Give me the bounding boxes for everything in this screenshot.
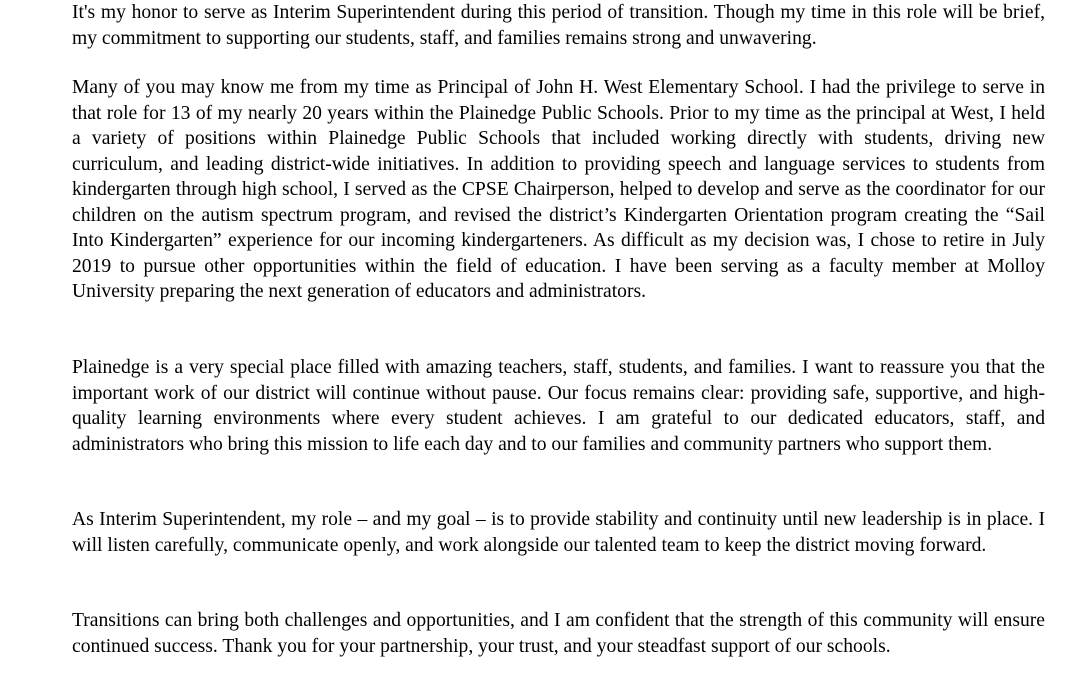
paragraph-role: As Interim Superintendent, my role – and my goal – is to provide stability and continuity until new leadership is in place. I will listen carefully, communicate openly, and work alongside our talented team to keep the district moving forward.: [72, 509, 1045, 556]
paragraph-background: Many of you may know me from my time as Principal of John H. West Elementary School. I had the privilege to serve in that role for 13 of my nearly 20 years within the Plainedge Public Schools. Prior to my time as the principal at West, I held a variety of positions within Plainedge Public Schools that included working directly with students, driving new curriculum, and leading district-wide initiatives. In addition to providing speech and language services to students from kindergarten through high school, I served as the CPSE Chairperson, helped to develop and serve as the coordinator for our children on the autism spectrum program, and revised the district’s Kindergarten Orientation program creating the “Sail Into Kindergarten” experience for our incoming kindergarteners. As difficult as my decision was, I chose to retire in July 2019 to pursue other opportunities within the field of education. I have been serving as a faculty member at Molloy University preparing the next generation of educators and administrators.: [72, 77, 1045, 302]
paragraph-plainedge: Plainedge is a very special place filled with amazing teachers, staff, students, and families. I want to reassure you that the important work of our district will continue without pause. Our focus remains clear: providing safe, supportive, and high-quality learning environments where every student achieves. I am grateful to our dedicated educators, staff, and administrators who bring this mission to life each day and to our families and community partners who support them.: [72, 357, 1045, 455]
paragraph-closing: Transitions can bring both challenges and opportunities, and I am confident that the strength of this community will ensure continued success. Thank you for your partnership, your trust, and your steadfast support of our schools.: [72, 610, 1045, 657]
paragraph-intro: It's my honor to serve as Interim Superintendent during this period of transition. Though my time in this role will be brief, my commitment to supporting our students, staff, and families remains strong and unwavering.: [72, 2, 1045, 49]
